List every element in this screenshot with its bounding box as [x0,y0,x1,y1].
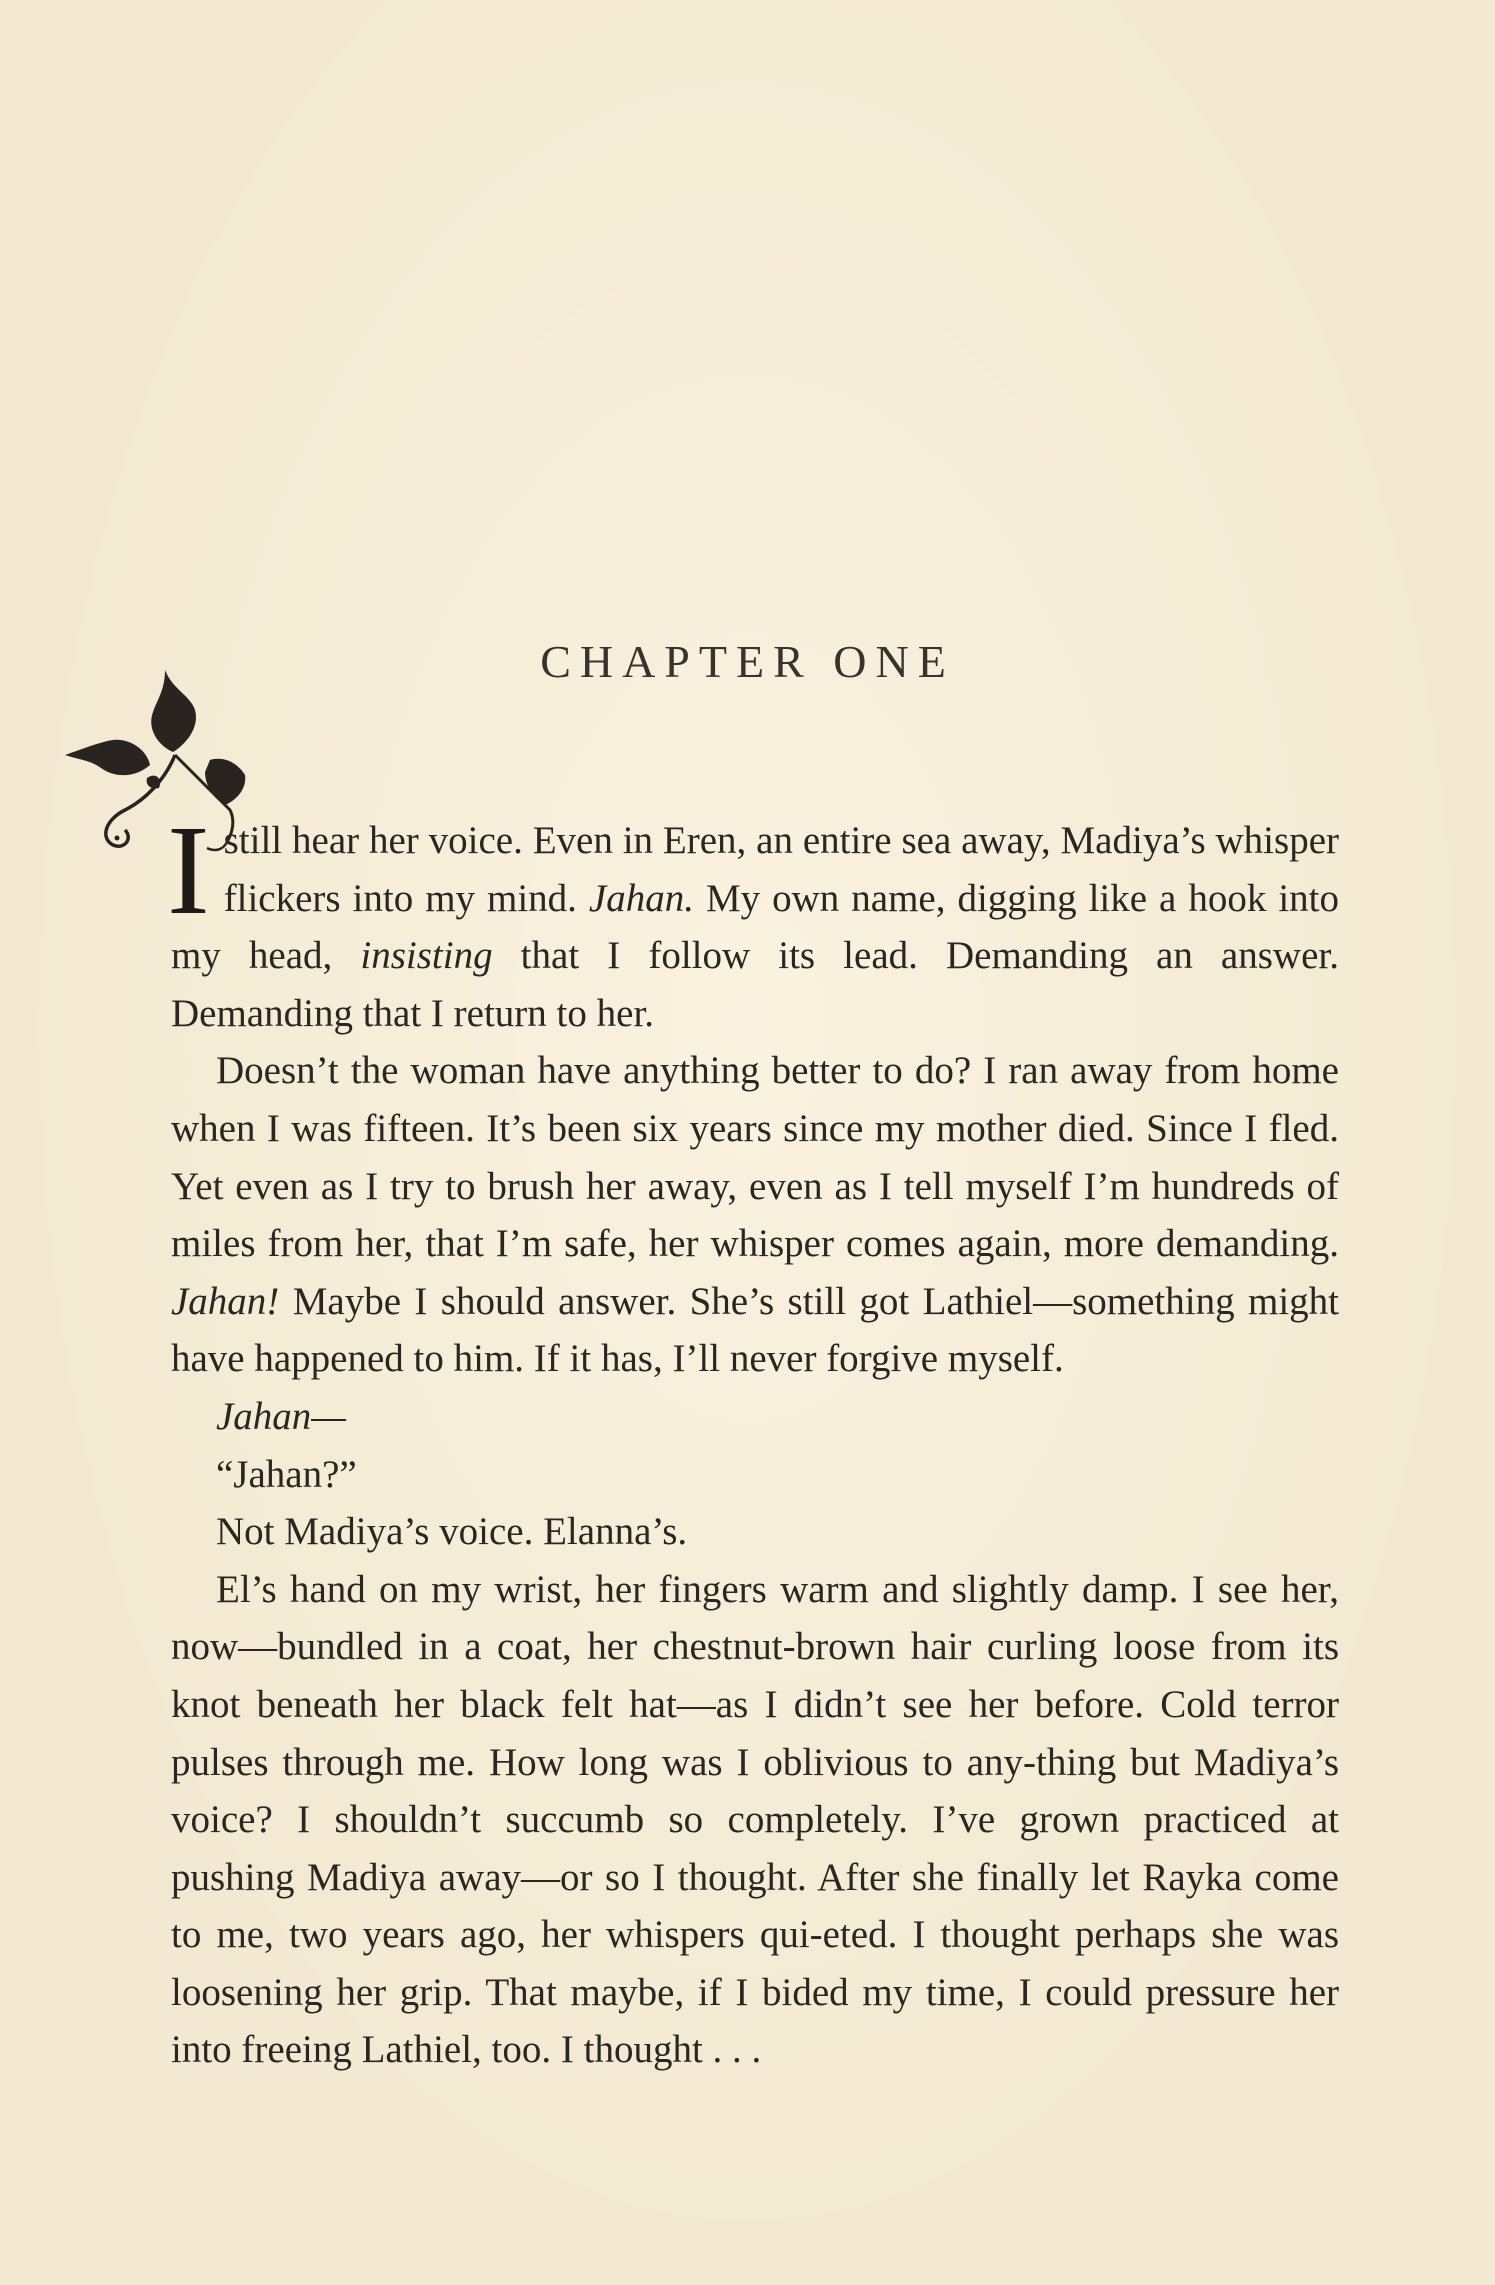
body-text: “Jahan?” [216,1452,357,1496]
paragraph-p1 [167,799,1339,1042]
body-text: Not Madiya’s voice. Elanna’s. [216,1510,688,1554]
italic-text: Jahan. [588,876,694,920]
italic-text: Jahan! [171,1279,280,1323]
paragraph-p3 [171,1388,1339,1446]
body-text: El’s hand on my wrist, her fingers warm and slightly damp. I see her, now—bundled in a coat, her chestnut-brown hair curling loose from its knot beneath her black felt hat—as I didn’t see her before. Cold terror pulses through me. How long was I oblivious to any-thing but Madiya’s voice? I shouldn’t succumb so completely. I’ve grown practiced at pushing Madiya away—or so I thought. After she finally let Rayka come to me, two years ago, her whispers qui-eted. I thought perhaps she was loosening her grip. That maybe, if I bided my time, I could pressure her into freeing Lathiel, too. I thought . . . [171,1567,1339,2072]
body-text: Doesn’t the woman have anything better to do? I ran away from home when I was fifteen. It’s been six years since my mother died. Since I fled. Yet even as I try to brush her away, even as I tell myself I’m hundreds of miles from her, that I’m safe, her whisper comes again, more demanding. [171,1049,1339,1266]
italic-text: insisting [360,934,493,978]
italic-text: Jahan— [216,1394,346,1438]
paragraph-p6 [171,1561,1339,2079]
body-text: Maybe I should answer. She’s still got Lathiel—something might have happened to him. If it has, I’ll never forgive myself. [171,1279,1339,1381]
paragraph-p2 [171,1042,1339,1388]
drop-cap: I [167,799,210,941]
body-text: My own name, digging like a hook into my head, [171,876,1339,978]
body-text: still hear her voice. Even in Eren, an entire sea away, Madiya’s whisper flickers into my mind. [223,819,1339,920]
chapter-title: CHAPTER ONE [540,636,955,687]
body-text: that I follow its lead. Demanding an answer. Demanding that I return to her. [171,934,1339,1035]
paragraph-p4 [171,1446,1339,1504]
paragraph-p5 [171,1503,1339,1561]
chapter-body [167,799,1339,2079]
